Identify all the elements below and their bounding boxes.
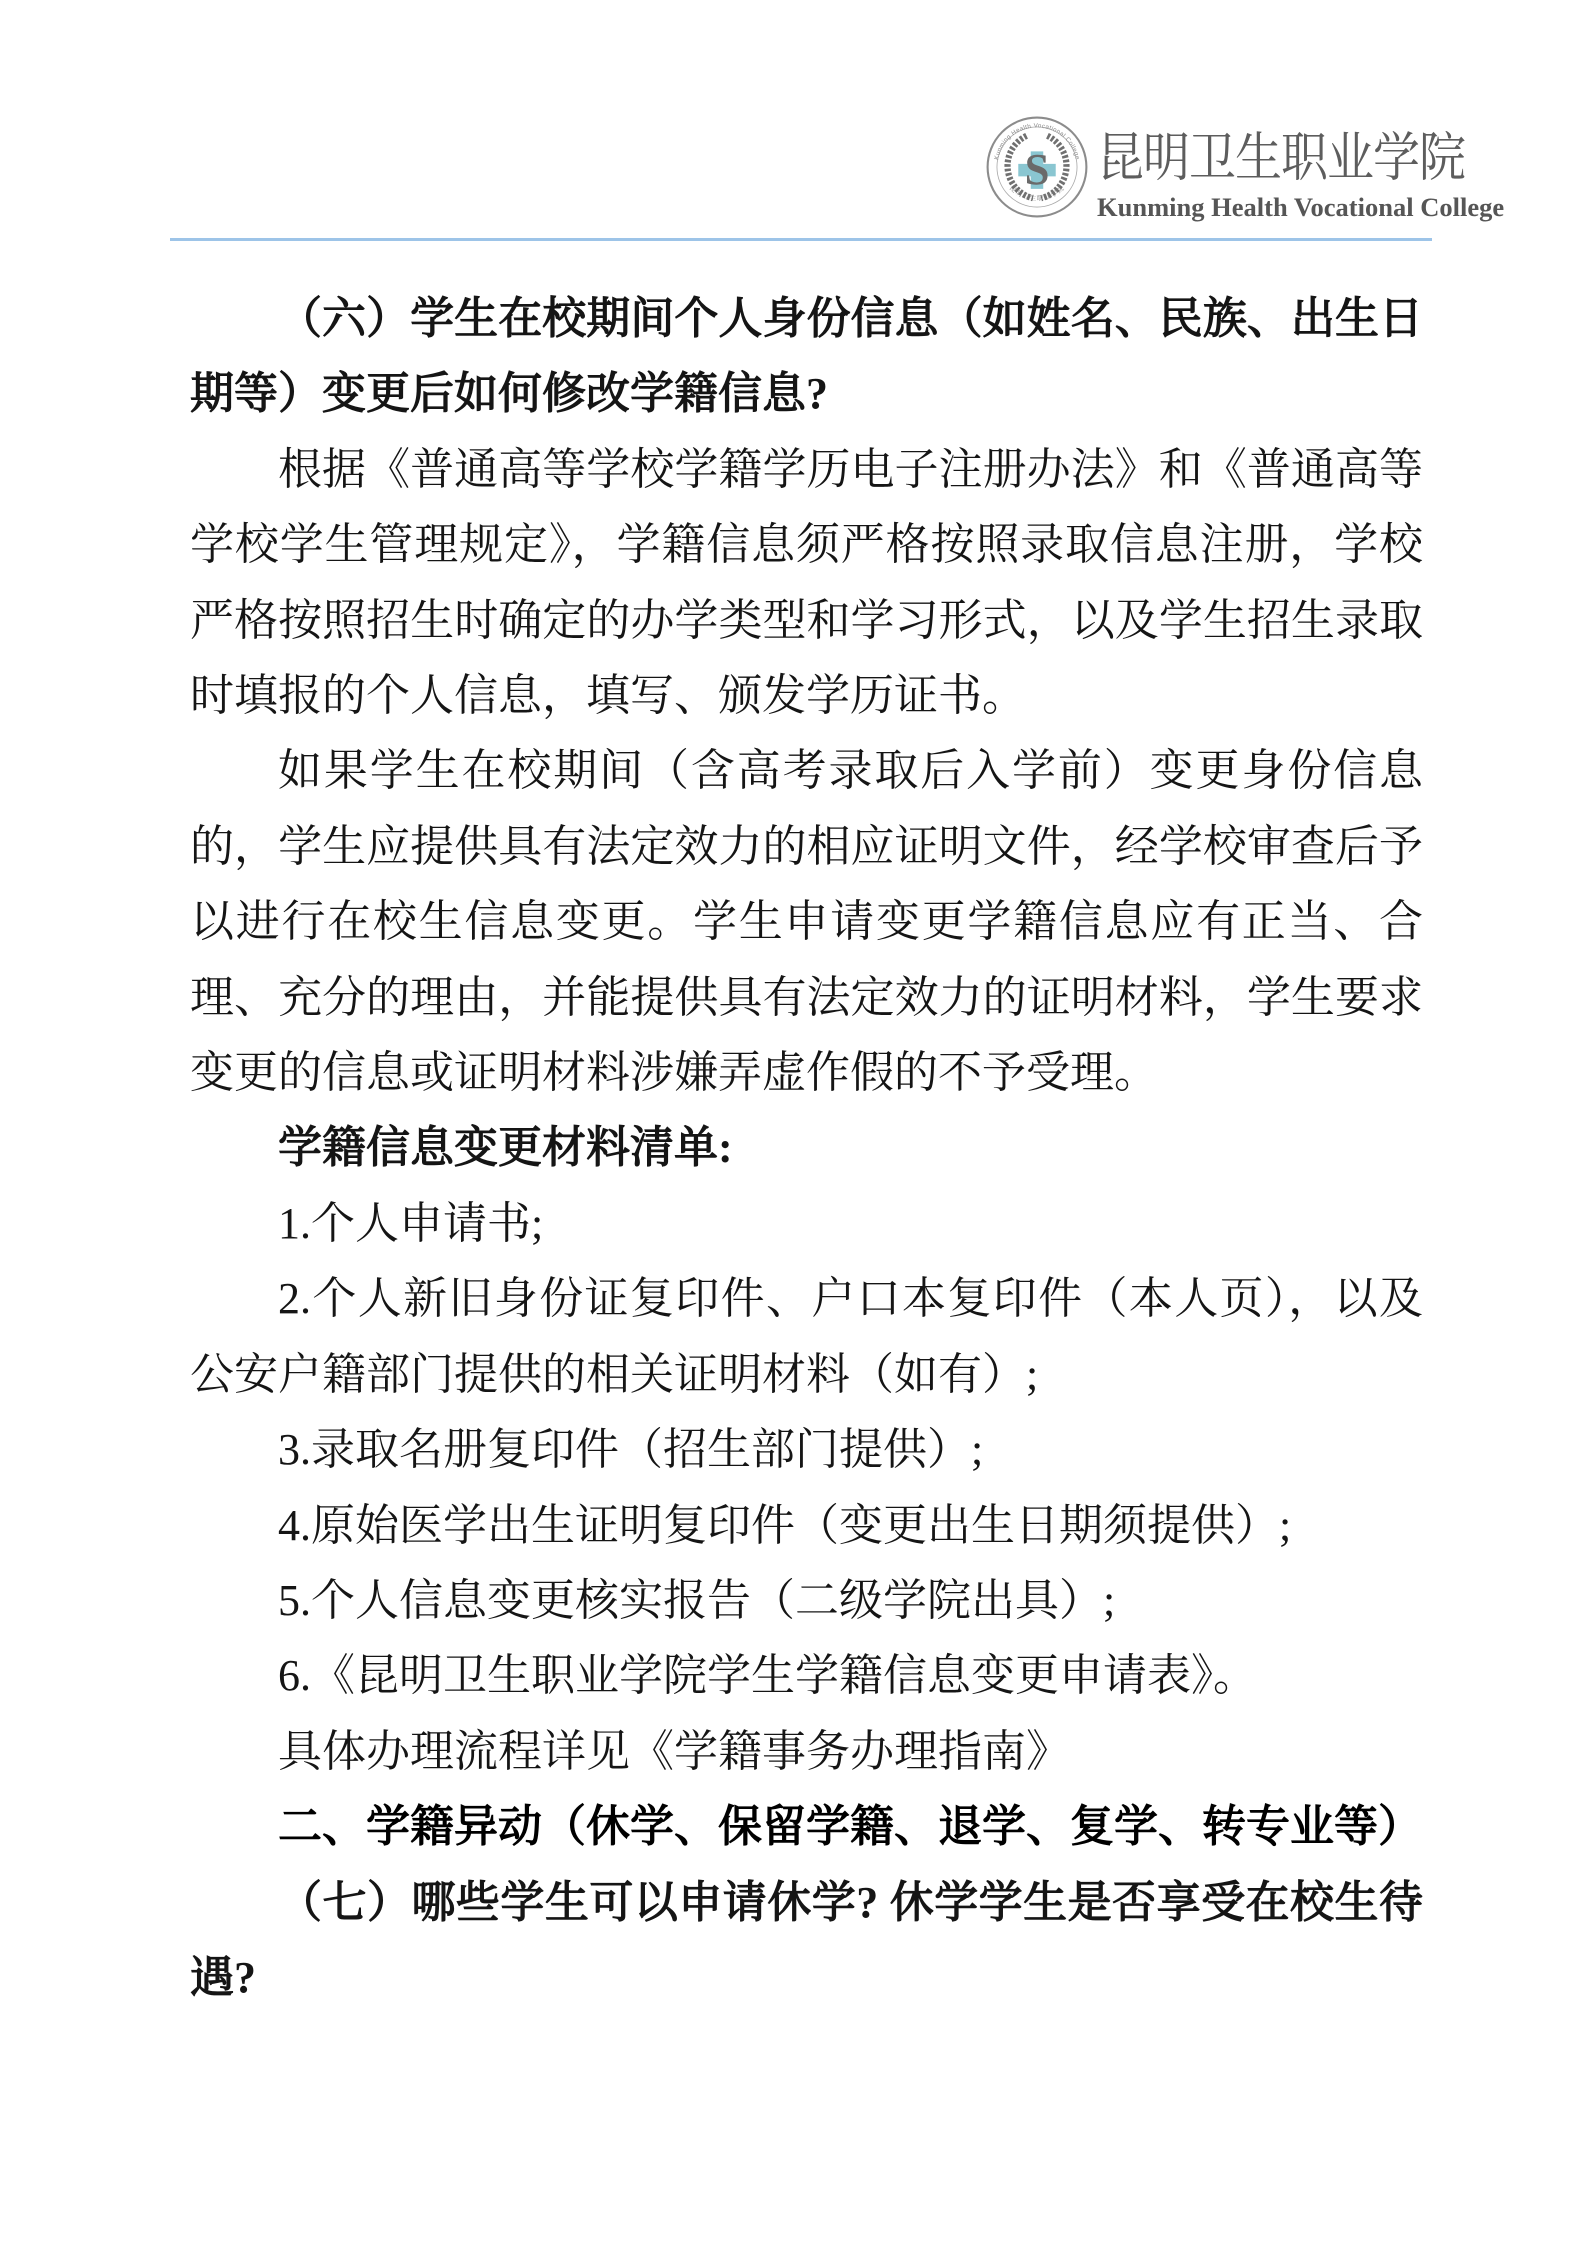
section-2-heading: 二、学籍异动（休学、保留学籍、退学、复学、转专业等） xyxy=(278,1802,1422,1852)
page-header xyxy=(985,112,1505,222)
list-item-6: 6.《昆明卫生职业学院学生学籍信息变更申请表》。 xyxy=(278,1651,1257,1701)
question-7-heading: （七）哪些学生可以申请休学? 休学学生是否享受在校生待遇? xyxy=(190,1877,1423,2002)
college-names xyxy=(1097,116,1505,223)
paragraph-guide-reference: 具体办理流程详见《学籍事务办理指南》 xyxy=(278,1726,1070,1776)
list-item-5: 5.个人信息变更核实报告（二级学院出具）; xyxy=(278,1575,1116,1625)
college-seal xyxy=(985,115,1089,219)
list-item-3: 3.录取名册复印件（招生部门提供）; xyxy=(278,1425,984,1475)
seal-arc-text-top: Kunming Health Vocational College xyxy=(993,122,1081,161)
college-name-calligraphy: 昆明卫生职业学院 xyxy=(1097,129,1465,188)
paragraph-change-procedure: 如果学生在校期间（含高考录取后入学前）变更身份信息的，学生应提供具有法定效力的相应证明文件，经学校审查后予以进行在校生信息变更。学生申请变更学籍信息应有正当、合理、充分的理由，并能提供具有法定效力的证明材料，学生要求变更的信息或证明材料涉嫌弄虚作假的不予受理。 xyxy=(190,746,1423,1098)
document-body xyxy=(190,281,1423,2015)
seal-arc-text-bottom: 昆明卫生职业学院 xyxy=(1007,184,1067,203)
materials-list-title: 学籍信息变更材料清单: xyxy=(278,1123,733,1173)
question-6-heading: （六）学生在校期间个人身份信息（如姓名、民族、出生日期等）变更后如何修改学籍信息? xyxy=(190,294,1423,419)
college-name-english: Kunming Health Vocational College xyxy=(1097,192,1505,222)
paragraph-register-rules: 根据《普通高等学校学籍学历电子注册办法》和《普通高等学校学生管理规定》，学籍信息须严格按照录取信息注册，学校严格按照招生时确定的办学类型和学习形式，以及学生招生录取时填报的个人信息，填写、颁发学历证书。 xyxy=(190,444,1423,721)
list-item-2: 2.个人新旧身份证复印件、户口本复印件（本人页），以及公安户籍部门提供的相关证明材料（如有）; xyxy=(190,1274,1423,1399)
list-item-4: 4.原始医学出生证明复印件（变更出生日期须提供）; xyxy=(278,1500,1292,1550)
list-item-1: 1.个人申请书; xyxy=(278,1198,544,1248)
dragon-s-icon: S xyxy=(1024,144,1050,195)
header-divider-line xyxy=(170,238,1432,241)
